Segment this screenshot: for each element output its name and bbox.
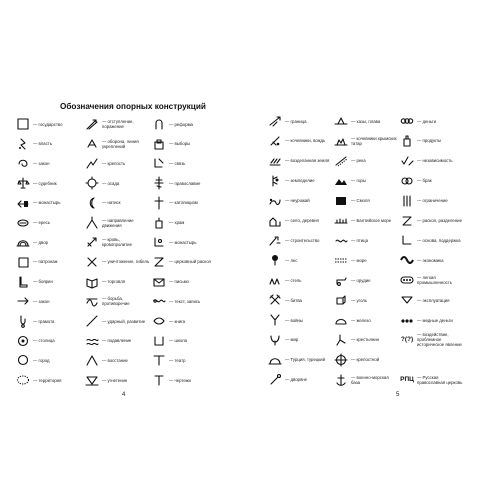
legend-item	[83, 216, 151, 230]
theater-icon	[150, 353, 168, 367]
legend-label: — крепостной	[351, 357, 380, 363]
legend-label: — земледелие	[285, 178, 315, 184]
legend-label: — лес	[285, 257, 298, 263]
rpc-abbreviation: РПЦ	[400, 376, 414, 384]
coal-icon	[332, 293, 350, 307]
legend-label: — патронаж	[33, 259, 58, 265]
legend-label: — закон	[33, 298, 50, 304]
legend-item	[83, 255, 151, 269]
boot-icon	[14, 275, 32, 289]
legend-item	[14, 196, 82, 210]
legend-label: — письмо	[169, 279, 189, 285]
trade-wave-icon	[83, 294, 101, 308]
horseshoe-icon	[150, 117, 168, 131]
bottle-icon	[398, 134, 416, 148]
land-cultivated-icon	[266, 154, 284, 168]
right-page	[252, 0, 500, 500]
legend-item	[332, 114, 398, 128]
legend-item	[398, 194, 464, 208]
down-arrow-icon	[398, 293, 416, 307]
legend-item	[398, 114, 464, 128]
legend-label: — территория	[33, 377, 62, 383]
army-icon	[266, 313, 284, 327]
legend-item	[266, 293, 332, 307]
schism-icon	[150, 255, 168, 269]
legend-label: — дворяне	[285, 377, 308, 383]
legend-item	[266, 253, 332, 267]
peak-icon	[83, 353, 101, 367]
legend-label: — кочевники крымских татар	[351, 135, 397, 146]
legend-label: — военно-морская база	[351, 374, 389, 385]
farmer-icon	[266, 174, 284, 188]
legend-item	[14, 275, 82, 289]
blank-icon	[398, 353, 416, 367]
legend-label: — экономика	[417, 257, 444, 263]
legend-item	[14, 353, 82, 367]
legend-label: — православие	[169, 180, 201, 186]
legend-item	[150, 314, 218, 328]
copper-dots-icon	[398, 313, 416, 327]
legend-label: — ересь	[33, 220, 51, 225]
triple-stroke-icon	[398, 194, 416, 208]
legend-label: — судебник	[33, 180, 57, 186]
legend-label: — крепость	[102, 160, 126, 166]
arrow-bar-icon	[14, 196, 32, 210]
legend-label: — воздействие, проблемное историческое явление	[417, 332, 462, 348]
school-icon	[150, 334, 168, 348]
legend-item	[150, 294, 218, 308]
legend-label: — ударный, развитие	[102, 318, 146, 324]
half-square-icon	[398, 233, 416, 247]
legend-label: — закон	[33, 160, 50, 166]
legend-label: — угнетение	[102, 377, 128, 383]
legend-item	[266, 313, 332, 327]
eye-icon	[150, 314, 168, 328]
legend-label: — власть	[33, 141, 52, 147]
mountains-icon	[332, 174, 350, 188]
legend-item	[266, 353, 332, 367]
legend-label: — реформа	[169, 121, 193, 127]
legend-item	[150, 235, 218, 249]
cross-x-icon	[83, 255, 101, 269]
legend-item	[332, 333, 398, 347]
legend-item	[398, 353, 464, 367]
legend-item	[332, 253, 398, 267]
legend-label: — река	[351, 158, 366, 164]
legend-label: — брак	[417, 178, 432, 184]
z-icon	[398, 214, 416, 228]
legend-label: — битва	[285, 297, 302, 303]
legend-label: — отступление, поражение	[102, 119, 134, 129]
page-number-left: 4	[122, 392, 126, 398]
legend-item	[83, 235, 151, 249]
ballot-icon	[150, 137, 168, 151]
legend-label: — основа, поддержка	[417, 237, 461, 243]
legend-label: — государство	[33, 121, 63, 127]
dotted-loop-icon	[14, 373, 32, 387]
legend-item	[398, 293, 464, 307]
legend-label: — восстание	[102, 357, 128, 363]
angle-icon	[150, 235, 168, 249]
legend-item	[14, 137, 82, 151]
baltic-icon	[332, 214, 350, 228]
legend-item	[14, 216, 82, 230]
legend-item	[150, 216, 218, 230]
legend-label: — возделанная земля	[285, 158, 330, 164]
legend-item	[266, 114, 332, 128]
legend-label: — выборы	[169, 141, 191, 147]
legend-label: — книга	[169, 318, 186, 324]
horde-icon	[332, 134, 350, 148]
legend-item	[14, 176, 82, 190]
legend-label: — связь	[169, 160, 186, 166]
legend-label: — крестьянин	[351, 337, 379, 343]
legend-item	[398, 134, 464, 148]
page-number-right: 5	[396, 392, 400, 398]
wave-pair-icon	[83, 334, 101, 348]
legend-label: — раскол, разделение	[417, 218, 462, 223]
lightning-zigzag-icon	[14, 137, 32, 151]
legend-label: — грамота	[33, 318, 55, 324]
iron-icon	[332, 313, 350, 327]
legend-item	[266, 233, 332, 247]
legend-label: — борьба, противоречие	[102, 296, 130, 307]
legend-item	[332, 273, 398, 287]
sword-icon	[83, 235, 101, 249]
union-icon	[266, 333, 284, 347]
legend-item	[266, 273, 332, 287]
legend-label: — торговля	[102, 279, 126, 285]
legend-label: — оборона, линия укреплений	[102, 138, 139, 149]
legend-label: — двор	[33, 239, 49, 245]
legend-label: — хазы, плава	[351, 118, 381, 124]
tree-icon	[266, 253, 284, 267]
legend-item	[83, 156, 151, 170]
legend-label: — кочевники, вождь	[285, 138, 326, 144]
legend-item	[14, 235, 82, 249]
legend-label: — школа	[169, 338, 188, 344]
legend-item	[398, 174, 464, 188]
legend-item	[398, 154, 464, 168]
letter-t-icon	[150, 373, 168, 387]
legend-item	[332, 194, 398, 208]
legend-item	[332, 353, 398, 367]
legend-item	[150, 176, 218, 190]
legend-label: — театр	[169, 357, 186, 363]
legend-item	[150, 334, 218, 348]
legend-item	[83, 176, 151, 190]
legend-item	[14, 373, 82, 387]
sea-icon	[332, 253, 350, 267]
legend-label: — железо	[351, 317, 371, 323]
legend-label: — ограничение	[417, 198, 448, 204]
steppe-icon	[266, 273, 284, 287]
legend-item	[150, 255, 218, 269]
mountain-solid-icon	[332, 194, 350, 208]
heavy-wave-icon	[398, 253, 416, 267]
spiral-oval-icon	[14, 216, 32, 230]
shackle-icon	[14, 314, 32, 328]
legend-label: — Смоля	[351, 198, 370, 204]
legend-item	[332, 313, 398, 327]
legend-item	[266, 214, 332, 228]
legend-label: — натиск	[102, 200, 121, 206]
nerve-icon	[266, 194, 284, 208]
legend-item	[14, 334, 82, 348]
wave-bird-icon	[332, 233, 350, 247]
legend-item	[332, 174, 398, 188]
square-icon	[14, 117, 32, 131]
legend-label: — направление движения	[102, 217, 134, 228]
legend-item	[332, 154, 398, 168]
legend-item	[398, 233, 464, 247]
legend-label: — орудие	[351, 277, 371, 283]
legend-item	[266, 134, 332, 148]
gun-icon	[332, 273, 350, 287]
legend-label: — католицизм	[169, 200, 198, 206]
legend-item	[266, 373, 332, 387]
legend-item	[332, 293, 398, 307]
legend-item	[14, 156, 82, 170]
triangle-arrow-icon	[83, 216, 101, 230]
legend-label: — степь	[285, 277, 302, 283]
legend-label: — храм	[169, 220, 185, 225]
legend-item	[83, 275, 151, 289]
legend-item	[332, 214, 398, 228]
legend-label: — город	[33, 357, 50, 363]
legend-item	[398, 273, 464, 287]
legend-item	[150, 137, 218, 151]
legend-item	[332, 233, 398, 247]
legend-item	[83, 137, 151, 151]
legend-label: — текст, запись	[169, 298, 201, 304]
legend-label: — Русская православная церковь	[417, 374, 463, 385]
navy-base-icon	[332, 373, 350, 387]
legend-label: — осада	[102, 180, 120, 186]
legend-item	[398, 253, 464, 267]
bishop-icon	[150, 216, 168, 230]
legend-label: — подавление	[102, 338, 132, 344]
legend-item	[83, 314, 151, 328]
court-icon	[266, 373, 284, 387]
legend-label: — уголь	[351, 297, 368, 303]
legend-label: — медные деньги	[417, 317, 453, 323]
construction-icon	[266, 233, 284, 247]
legend-label: — чертежи	[169, 377, 191, 383]
legend-label: — боярин	[33, 279, 53, 285]
loop-pair-icon	[398, 174, 416, 188]
legend-item	[150, 117, 218, 131]
scales-icon	[14, 176, 32, 190]
legend-label: — мир	[285, 337, 299, 343]
helmet-icon	[266, 353, 284, 367]
legend-item	[83, 117, 151, 131]
legend-label: — горы	[351, 178, 366, 184]
serf-icon	[332, 353, 350, 367]
legend-item	[14, 294, 82, 308]
double-arrow-icon	[83, 117, 101, 131]
village-icon	[266, 214, 284, 228]
legend-label: — деньги	[417, 118, 436, 124]
legend-label: — продукты	[417, 138, 442, 144]
factory-icon	[398, 273, 416, 287]
legend-label: — монастырь	[33, 200, 61, 206]
legend-label: — независимость	[417, 158, 453, 164]
legend-label: — церковный раскол	[169, 259, 211, 265]
shield-icon	[83, 137, 101, 151]
legend-item	[83, 334, 151, 348]
river-icon	[332, 154, 350, 168]
legend-item	[398, 214, 464, 228]
moon-icon	[83, 196, 101, 210]
question-mark-icon	[398, 333, 416, 347]
legend-item	[398, 373, 464, 387]
legend-label: — войны	[285, 317, 303, 323]
legend-item	[398, 333, 464, 347]
legend-item	[14, 117, 82, 131]
legend-item	[332, 134, 398, 148]
legend-item	[83, 196, 151, 210]
scroll-icon	[150, 294, 168, 308]
letter-icon	[150, 156, 168, 170]
legend-item	[83, 353, 151, 367]
legend-item	[150, 196, 218, 210]
legend-label: — кровь, кровопролитие	[102, 237, 132, 248]
legend-item	[150, 353, 218, 367]
legend-item	[83, 373, 151, 387]
legend-label: — Турция, турецкий	[285, 357, 325, 363]
spiral-hook-icon	[14, 156, 32, 170]
slash-line-icon	[83, 314, 101, 328]
question-mark-text: ?(?)	[400, 336, 414, 344]
arrows-cross-icon	[266, 114, 284, 128]
legend-label: — уничтожение, гибель	[102, 259, 150, 265]
battle-icon	[266, 293, 284, 307]
legend-label: — строительство	[285, 237, 320, 243]
arrow-zigzag-icon	[83, 156, 101, 170]
steppe-line-icon	[332, 114, 350, 128]
legend-label: — столица	[33, 338, 55, 344]
legend-item	[150, 373, 218, 387]
legend-item	[398, 313, 464, 327]
empty-square-icon	[14, 255, 32, 269]
circle-icon	[14, 334, 32, 348]
open-circle-icon	[14, 353, 32, 367]
legend-item	[150, 275, 218, 289]
legend-item	[332, 373, 398, 387]
legend-item	[266, 154, 332, 168]
legend-label: — неурожай	[285, 198, 310, 204]
legend-label: — граница	[285, 118, 307, 124]
legend-item	[266, 333, 332, 347]
legend-item	[83, 294, 151, 308]
envelope-icon	[150, 275, 168, 289]
legend-label: — Балтийское море	[351, 218, 392, 223]
peasant-icon	[332, 333, 350, 347]
legend-label: — монастырь	[169, 239, 197, 245]
cup-check-icon	[398, 154, 416, 168]
sun-circle-icon	[83, 176, 101, 190]
legend-label: — море	[351, 257, 367, 263]
down-triangle-icon	[83, 373, 101, 387]
arrow-line-icon	[14, 294, 32, 308]
catholic-cross-icon	[150, 196, 168, 210]
rpc-icon	[398, 373, 416, 387]
rainbow-arc-icon	[14, 235, 32, 249]
chain-icon	[398, 114, 416, 128]
legend-item	[14, 314, 82, 328]
legend-item	[266, 174, 332, 188]
orthodox-cross-icon	[150, 176, 168, 190]
legend-label: — эксплуатация	[417, 297, 450, 303]
legend-item	[14, 255, 82, 269]
nomad-icon	[266, 134, 284, 148]
book-icon	[83, 275, 101, 289]
legend-item	[266, 194, 332, 208]
page-title: Обозначения опорных конструкций	[60, 102, 206, 111]
legend-label: — село, деревня	[285, 218, 319, 223]
legend-label: — легкая промышленность	[417, 275, 452, 286]
legend-item	[150, 156, 218, 170]
legend-label: — птица	[351, 237, 369, 243]
